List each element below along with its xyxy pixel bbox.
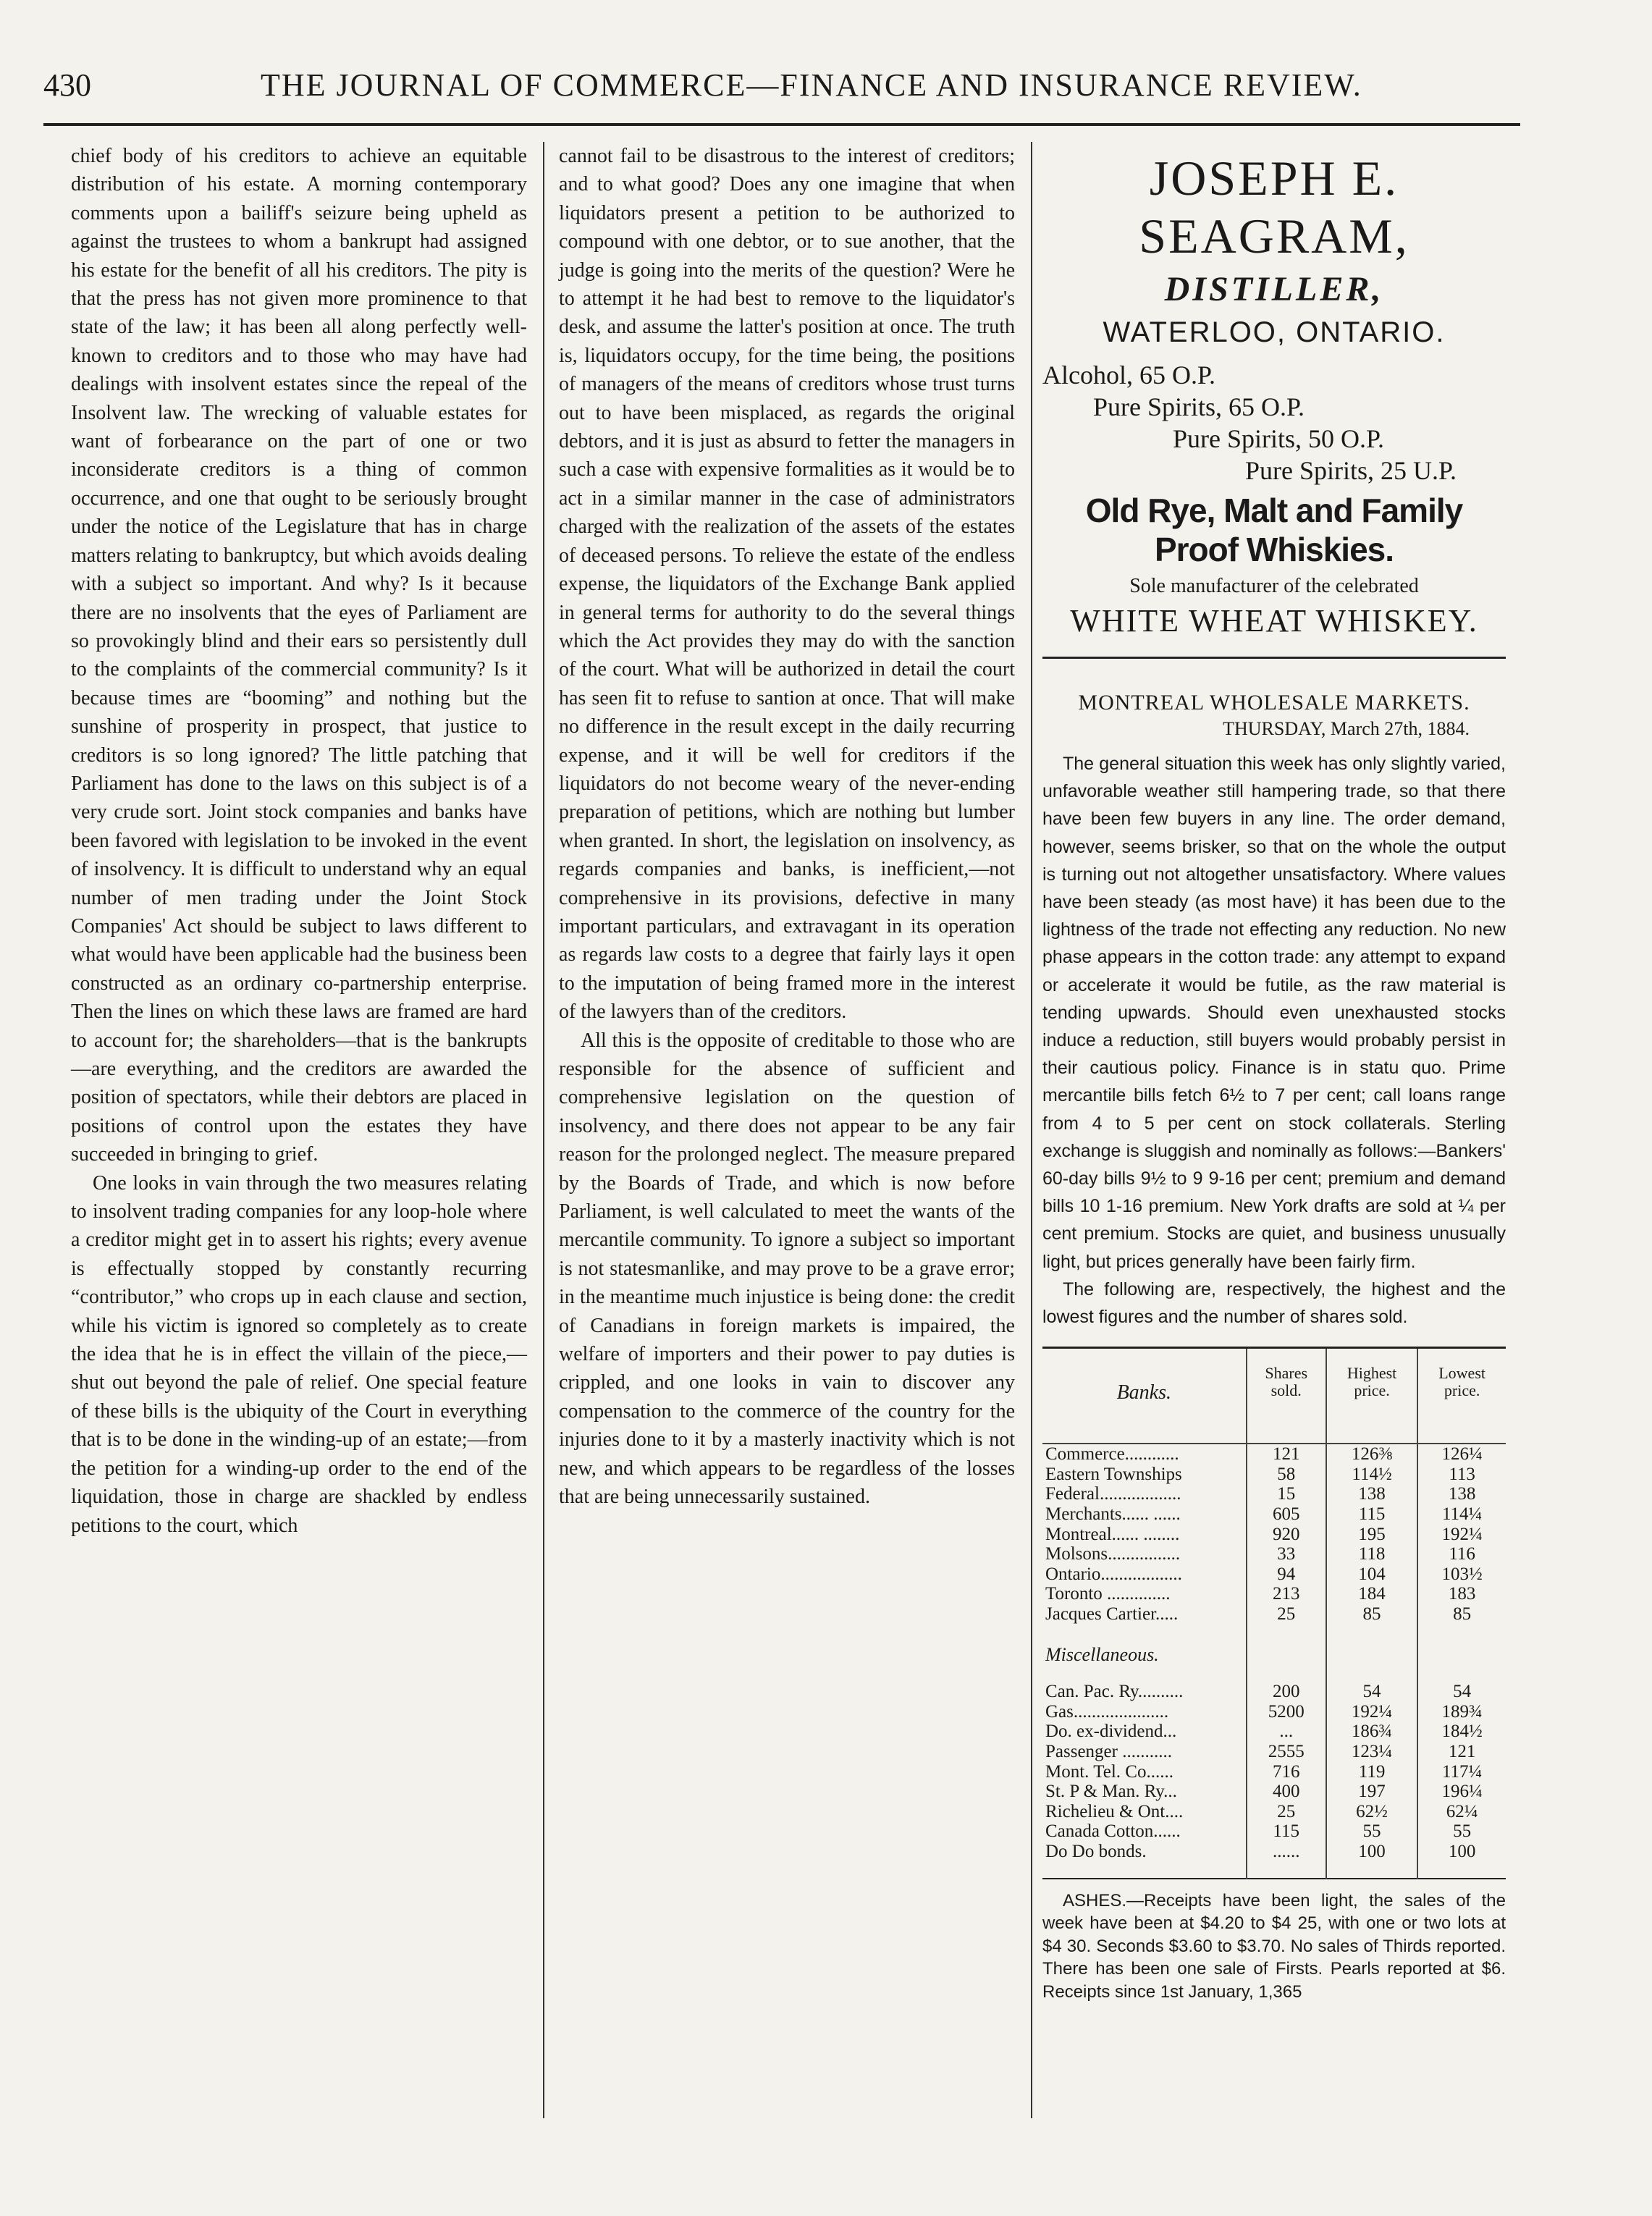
lowest-price: 183 (1417, 1584, 1506, 1604)
product-line: Alcohol, 65 O.P. (1042, 361, 1216, 389)
highest-price: 115 (1326, 1504, 1417, 1525)
table-row (1042, 1842, 1506, 1862)
highest-header: Highest price. (1326, 1348, 1417, 1444)
shares-sold: 716 (1247, 1762, 1326, 1782)
table-row (1042, 1682, 1506, 1702)
highest-price: 54 (1326, 1682, 1417, 1702)
brand-name: WHITE WHEAT WHISKEY. (1070, 603, 1478, 639)
highest-price: 62½ (1326, 1802, 1417, 1822)
lowest-price: 126¼ (1417, 1444, 1506, 1465)
page-header (43, 67, 1520, 117)
table-row (1042, 1564, 1506, 1585)
security-name: Do Do bonds. (1045, 1841, 1147, 1861)
lowest-price: 117¼ (1417, 1762, 1506, 1782)
advertisement-rule (1042, 657, 1506, 659)
page-number: 430 (43, 67, 91, 103)
stock-table (1042, 1347, 1506, 1879)
lowest-price: 55 (1417, 1821, 1506, 1842)
product-line: Pure Spirits, 50 O.P. (1173, 424, 1385, 453)
table-row (1042, 1722, 1506, 1742)
article-paragraph: chief body of his creditors to achieve an equitable distribution of his estate. A morning contemporary comments upon a bailiff's seizure being upheld as against the trustees to whom a bankrupt had assigned his estate for the benefit of all his creditors. The pity is that the press has not given more prominence to that state of the law; it has been all along perfectly well-known to creditors and to those who may have had dealings with insolvent estates since the repeal of the Insolvent law. The wrecking of valuable estates for want of forbearance on the part of one or two inconsiderate creditors is a thing of common occurrence, and one that ought to be seriously brought under the notice of the Legislature that has in charge matters relating to bankruptcy, but which avoids dealing with a subject so important. And why? Is it because there are no insolvents that the eyes of Parliament are so provokingly blind and their ears so persistently dull to the complaints of the commercial community? Is it because times are “booming” and nothing but the sunshine of prosperity in prospect, that justice to creditors is so long ignored? The little patching that Parliament has done to the laws on this subject is of a very crude sort. Joint stock companies and banks have been favored with legislation to be invoked in the event of insolvency. It is difficult to understand why an equal number of men trading under the Joint Stock Companies' Act should be subject to laws different to what would have been applicable had the business been constructed as an ordinary co-partnership enterprise. Then the lines on which these laws are framed are hard to account for; the shareholders—that is the bankrupts—are everything, and the creditors are awarded the position of spectators, while their debtors are placed in positions of control upon the estates they have succeeded in bringing to grief. (71, 145, 527, 1166)
markets-paragraph: The general situation this week has only slightly varied, unfavorable weather still hampering trade, so that there have been few buyers in any line. The order demand, however, seems brisker, so that on the whole the output is turning out not altogether unsatisfactory. Where values have been steady (as most have) it has been due to the lightness of the trade not effecting any reduction. No new phase appears in the cotton trade: any attempt to expand or accelerate it would be futile, as the raw material is tending upwards. Should even unexhausted stocks induce a reduction, still buyers would probably persist in their cautious policy. Finance is in statu quo. Prime mercantile bills fetch 6½ to 7 per cent; call loans range from 4 to 5 per cent on stock collaterals. Sterling exchange is sluggish and nominally as follows:—Bankers' 60-day bills 9½ to 9 9-16 per cent; premium and demand bills 10 1-16 premium. New York drafts are sold at ¼ per cent premium. Stocks are quiet, and business unusually light, but prices generally have been fairly firm. (1042, 754, 1506, 1272)
security-name: Gas..................... (1045, 1701, 1169, 1722)
lowest-header: Lowest price. (1417, 1348, 1506, 1444)
markets-report (1042, 750, 1506, 1331)
advertiser-name: JOSEPH E. SEAGRAM, (1139, 151, 1409, 264)
shares-sold: ... (1247, 1722, 1326, 1742)
journal-title: THE JOURNAL OF COMMERCE—FINANCE AND INSURANCE REVIEW. (261, 67, 1362, 103)
highest-price: 186¾ (1326, 1722, 1417, 1742)
security-name: St. P & Man. Ry... (1045, 1782, 1177, 1802)
shares-sold: 58 (1247, 1465, 1326, 1485)
table-row (1042, 1762, 1506, 1782)
highest-price: 138 (1326, 1484, 1417, 1504)
table-row (1042, 1782, 1506, 1802)
shares-sold: 15 (1247, 1484, 1326, 1504)
security-name: Molsons................ (1045, 1544, 1181, 1564)
security-name: Do. ex-dividend... (1045, 1722, 1177, 1742)
security-name: Mont. Tel. Co...... (1045, 1761, 1173, 1782)
table-row (1042, 1444, 1506, 1465)
lowest-price: 184½ (1417, 1722, 1506, 1742)
markets-date: THURSDAY, March 27th, 1884. (1223, 718, 1470, 739)
table-section-row (1042, 1625, 1506, 1682)
lowest-price: 196¼ (1417, 1782, 1506, 1802)
advertiser-title: DISTILLER, (1164, 270, 1384, 308)
security-name: Ontario.................. (1045, 1564, 1182, 1584)
shares-sold: 25 (1247, 1802, 1326, 1822)
security-name: Merchants...... ...... (1045, 1504, 1181, 1525)
lowest-price: 54 (1417, 1682, 1506, 1702)
security-name: Richelieu & Ont.... (1045, 1801, 1184, 1821)
table-row (1042, 1821, 1506, 1842)
security-name: Passenger ........... (1045, 1741, 1172, 1761)
table-row (1042, 1584, 1506, 1604)
security-name: Canada Cotton...... (1045, 1821, 1181, 1842)
security-name: Montreal...... ........ (1045, 1524, 1180, 1544)
product-line: Pure Spirits, 65 O.P. (1093, 392, 1305, 421)
article-paragraph: One looks in vain through the two measures relating to insolvent trading companies for any loop-hole where a creditor might get in to assert his rights; every avenue is effectually stopped by constantly recurring “contributor,” who crops up in each clause and section, while his victim is ignored so completely as to create the idea that he is in effect the villain of the piece,—shut out beyond the pale of relief. One special feature of these bills is the ubiquity of the Court in everything that is to be done in the winding-up of an estate;—from the petition for a winding-up order to the end of the liquidation, those in charge are shackled by endless petitions to the court, which (71, 1171, 527, 1537)
markets-heading: MONTREAL WHOLESALE MARKETS. (1078, 691, 1470, 715)
article-paragraph: All this is the opposite of creditable to those who are responsible for the absence of sufficient and comprehensive legislation on the question of insolvency, and there does not appear to be any fair reason for the prolonged neglect. The measure prepared by the Boards of Trade, and which is now before Parliament, is well calculated to meet the wants of the mercantile community. To ignore a subject so important is not statesmanlike, and may prove to be a grave error; in the meantime much injustice is being done: the credit of Canadians in foreign markets is impaired, the welfare of importers and their power to pay duties is crippled, and one looks in vain to discover any compensation to the commerce of the country for the injuries done to it by a masterly inactivity which is not new, and which appears to be regardless of the losses that are being unnecessarily sustained. (559, 1029, 1015, 1509)
highest-price: 118 (1326, 1544, 1417, 1564)
security-name: Jacques Cartier..... (1045, 1604, 1179, 1625)
lowest-price: 189¾ (1417, 1702, 1506, 1722)
table-row (1042, 1504, 1506, 1525)
sole-manufacturer-line: Sole manufacturer of the celebrated (1129, 575, 1419, 597)
table-header-row (1042, 1348, 1506, 1444)
security-name: Federal.................. (1045, 1484, 1181, 1504)
shares-sold: 25 (1247, 1604, 1326, 1625)
article-column-2 (559, 142, 1015, 1512)
highest-price: 104 (1326, 1564, 1417, 1585)
table-row (1042, 1484, 1506, 1504)
table-row (1042, 1525, 1506, 1545)
highest-price: 85 (1326, 1604, 1417, 1625)
advertiser-location: WATERLOO, ONTARIO. (1103, 316, 1446, 348)
highest-price: 114½ (1326, 1465, 1417, 1485)
header-rule (43, 123, 1520, 126)
shares-sold: 33 (1247, 1544, 1326, 1564)
shares-sold: 5200 (1247, 1702, 1326, 1722)
table-row (1042, 1802, 1506, 1822)
highest-price: 100 (1326, 1842, 1417, 1862)
lowest-price: 121 (1417, 1742, 1506, 1762)
security-name: Commerce............ (1045, 1444, 1179, 1465)
highest-price: 197 (1326, 1782, 1417, 1802)
article-column-1 (71, 142, 527, 1540)
highest-price: 55 (1326, 1821, 1417, 1842)
product-line: Pure Spirits, 25 U.P. (1245, 456, 1457, 485)
table-row (1042, 1702, 1506, 1722)
shares-sold: ...... (1247, 1842, 1326, 1862)
table-row (1042, 1742, 1506, 1762)
security-name: Eastern Townships (1045, 1464, 1182, 1484)
highest-price: 195 (1326, 1525, 1417, 1545)
shares-sold: 605 (1247, 1504, 1326, 1525)
shares-header: Shares sold. (1247, 1348, 1326, 1444)
lowest-price: 116 (1417, 1544, 1506, 1564)
highest-price: 126⅜ (1326, 1444, 1417, 1465)
shares-sold: 94 (1247, 1564, 1326, 1585)
right-column (1042, 142, 1506, 2003)
shares-sold: 200 (1247, 1682, 1326, 1702)
shares-sold: 920 (1247, 1525, 1326, 1545)
table-row (1042, 1604, 1506, 1625)
lowest-price: 103½ (1417, 1564, 1506, 1585)
column-rule (1031, 142, 1032, 2118)
table-row (1042, 1465, 1506, 1485)
highest-price: 119 (1326, 1762, 1417, 1782)
whiskies-line: Old Rye, Malt and Family Proof Whiskies. (1085, 492, 1463, 568)
lowest-price: 192¼ (1417, 1525, 1506, 1545)
seagram-advertisement (1042, 149, 1506, 659)
shares-sold: 213 (1247, 1584, 1326, 1604)
lowest-price: 85 (1417, 1604, 1506, 1625)
shares-sold: 400 (1247, 1782, 1326, 1802)
lowest-price: 138 (1417, 1484, 1506, 1504)
security-name: Can. Pac. Ry.......... (1045, 1682, 1184, 1702)
shares-sold: 115 (1247, 1821, 1326, 1842)
shares-sold: 121 (1247, 1444, 1326, 1465)
markets-paragraph: The following are, respectively, the highest and the lowest figures and the number of shares sold. (1042, 1278, 1506, 1328)
ashes-report (1042, 1890, 1506, 2004)
miscellaneous-label: Miscellaneous. (1045, 1643, 1159, 1665)
security-name: Toronto .............. (1045, 1584, 1171, 1604)
banks-header: Banks. (1042, 1348, 1247, 1444)
lowest-price: 113 (1417, 1465, 1506, 1485)
product-list (1042, 359, 1506, 486)
lowest-price: 114¼ (1417, 1504, 1506, 1525)
table-row (1042, 1544, 1506, 1564)
ashes-paragraph: ASHES.—Receipts have been light, the sales of the week have been at $4.20 to $4 25, with one or two lots at $4 30. Seconds $3.60 to $3.70. No sales of Thirds reported. There has been one sale of Firsts. Pearls reported at $6. Receipts since 1st January, 1,365 (1042, 1890, 1506, 2002)
highest-price: 192¼ (1326, 1702, 1417, 1722)
lowest-price: 100 (1417, 1842, 1506, 1862)
highest-price: 123¼ (1326, 1742, 1417, 1762)
lowest-price: 62¼ (1417, 1802, 1506, 1822)
article-paragraph: cannot fail to be disastrous to the interest of creditors; and to what good? Does any one imagine that when liquidators present a petition to be authorized to compound with one debtor, or to sue another, that the judge is going into the merits of the question? Were he to attempt it he had best to remove to the liquidator's desk, and assume the latter's position at once. The truth is, liquidators occupy, for the time being, the positions of managers of the means of creditors whose trust turns out to have been misplaced, as regards the original debtors, and it is just as absurd to fetter the managers in such a case with expensive formalities as it would be to act in a similar manner in the case of administrators charged with the realization of the assets of the estates of deceased persons. To relieve the estate of the endless expense, the liquidators of the Exchange Bank applied in general terms for authority to do the several things which the Act provides they may do with the sanction of the court. What will be authorized in detail the court has seen fit to refuse to santion at once. That will make no difference in the result except in the daily recurring expense, and it will be well for creditors if the liquidators do not become weary of the never-ending preparation of petitions, which are nothing but lumber when granted. In short, the legislation on insolvency, as regards companies and banks, is inefficient,—not comprehensive in its provisions, defective in many important particulars, and extravagant in its operation as regards law costs to a degree that fairly lays it open to the imputation of being framed more in the interest of the lawyers than of the creditors. (559, 145, 1015, 1024)
column-rule (543, 142, 544, 2118)
shares-sold: 2555 (1247, 1742, 1326, 1762)
highest-price: 184 (1326, 1584, 1417, 1604)
